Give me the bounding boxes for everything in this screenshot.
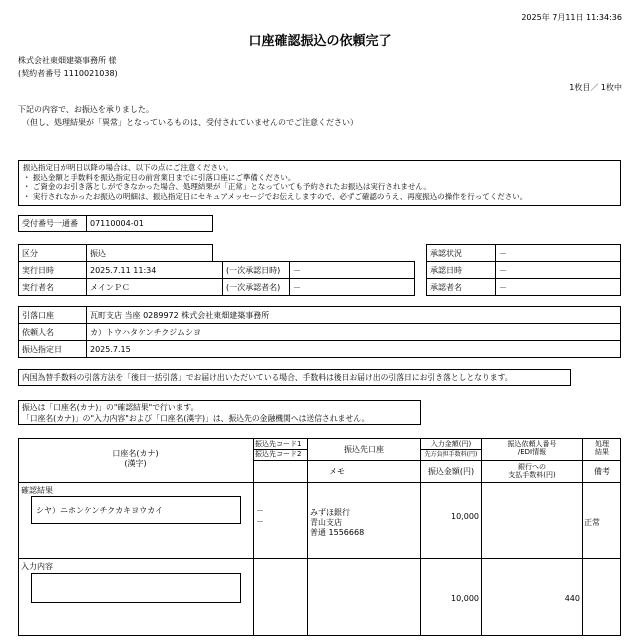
col-result-label-2: 結果 <box>595 448 609 456</box>
debit-account-label: 引落口座 <box>18 306 87 324</box>
approver-value: － <box>495 278 621 296</box>
input-name-box <box>31 573 241 603</box>
input-content-label: 入力内容 <box>21 562 53 571</box>
notice-line: ・ 振込金額と手数料を振込指定日の前営業日までに引落口座にご準備ください。 <box>23 172 296 182</box>
approval-datetime-value: － <box>495 261 621 279</box>
input-amount: 10,000 <box>451 594 479 603</box>
col-edi-label: /EDI情報 <box>517 448 547 456</box>
confirm-name-box <box>31 496 241 524</box>
confirm-account-number: 普通 1556668 <box>310 528 365 537</box>
col-account-name-header <box>18 449 253 469</box>
notice-line: 振込指定日が明日以降の場合は、以下の点にご注意ください。 <box>23 163 233 172</box>
print-datetime: 2025年 7月11日 11:34:36 <box>521 13 622 22</box>
col-remarks-header: 備考 <box>594 467 610 476</box>
approval-status-value: － <box>495 244 621 262</box>
col-memo-header: メモ <box>329 467 345 476</box>
requester-name-value: カ）トウハタケンチクジムシヨ <box>86 323 621 341</box>
col-result-header <box>583 440 621 456</box>
receipt-value: 07110004-01 <box>86 215 213 232</box>
col-input-amount-header: 入力金額(円) <box>430 440 472 448</box>
company-name: 株式会社東畑建築事務所 様 <box>18 56 117 65</box>
approver-label: 承認者名 <box>426 278 496 296</box>
col-bank-fee-label-1: 銀行への <box>518 463 546 471</box>
first-approval-datetime-value: － <box>289 261 415 279</box>
debit-account-value: 瓦町支店 当座 0289972 株式会社東畑建築事務所 <box>86 306 621 324</box>
page-counter: 1枚目／ 1枚中 <box>569 83 622 92</box>
exec-datetime-value: 2025.7.11 11:34 <box>86 261 223 279</box>
col-dest-account-header: 振込先口座 <box>344 445 384 454</box>
confirm-name-value: シヤ）ニホンケンチクカキヨウカイ <box>36 505 163 515</box>
col-bank-fee-label-2: 支払手数料(円) <box>508 471 556 479</box>
input-bank-fee: 440 <box>564 594 580 603</box>
confirm-result-label: 確認結果 <box>21 486 53 495</box>
col-code1-header: 振込先コード1 <box>255 440 302 448</box>
col-request-no-header <box>482 440 582 456</box>
col-account-name-kana: 口座名(カナ) <box>112 449 159 458</box>
check-note-line-1: 振込は「口座名(カナ)」の"確認結果"で行います。 <box>22 403 199 412</box>
exec-datetime-label: 実行日時 <box>18 261 87 279</box>
first-approver-value: － <box>289 278 415 296</box>
exec-user-label: 実行者名 <box>18 278 87 296</box>
col-amount-header: 振込金額(円) <box>427 467 475 476</box>
transfer-date-value: 2025.7.15 <box>86 340 621 358</box>
intro-line-1: 下記の内容で、お振込を承りました。 <box>18 105 154 114</box>
approval-status-label: 承認状況 <box>426 244 496 262</box>
first-approver-label: (一次承認者名) <box>222 278 290 296</box>
confirm-result-status: 正常 <box>584 518 600 527</box>
confirm-amount: 10,000 <box>451 512 479 521</box>
approval-datetime-label: 承認日時 <box>426 261 496 279</box>
notice-line: ・ ご資金のお引き落としができなかった場合、処理結果が「正常」となっていても予約されたお振込は実行されません。 <box>23 182 431 191</box>
notice-line: ・ 実行されなかったお振込の明細は、振込指定日にセキュアメッセージでお伝えしますので、必ずご確認のうえ、再度振込の操作を行ってください。 <box>23 191 528 201</box>
check-note-line-2: 「口座名(カナ)」の"入力内容"および「口座名(漢字)」は、振込先の金融機関へは送信されません。 <box>22 414 370 423</box>
confirm-code2: － <box>256 517 264 526</box>
intro-line-2: （但し、処理結果が「異常」となっているものは、受付されていませんのでご注意ください） <box>22 118 358 127</box>
confirm-branch: 青山支店 <box>310 518 342 527</box>
col-account-name-kanji: (漢字) <box>124 459 147 468</box>
page-title: 口座確認振込の依頼完了 <box>248 34 392 49</box>
receipt-label: 受付番号一通番 <box>18 215 87 232</box>
col-payee-fee-header: 先方負担手数料(円) <box>424 451 478 458</box>
col-result-label-1: 処理 <box>595 440 609 448</box>
kubun-value: 振込 <box>86 244 213 262</box>
notice-box <box>18 160 621 206</box>
fee-note-text: 内国為替手数料の引落方法を「後日一括引落」でお届け出いただいている場合、手数料は後日お届け出の引落日にお引き落としとなります。 <box>22 373 513 382</box>
transfer-date-label: 振込指定日 <box>18 340 87 358</box>
fee-note-box <box>18 369 571 386</box>
confirm-code1: － <box>256 506 264 515</box>
col-bank-fee-header <box>482 463 582 479</box>
contract-number: (契約者番号 1110021038) <box>18 69 118 78</box>
col-request-no-label: 振込依頼人番号 <box>507 440 557 448</box>
col-code2-header: 振込先コード2 <box>255 450 302 458</box>
first-approval-datetime-label: (一次承認日時) <box>222 261 290 279</box>
exec-user-value: メインＰＣ <box>86 278 223 296</box>
check-note-box <box>18 400 421 425</box>
confirm-bank: みずほ銀行 <box>310 508 350 517</box>
kubun-label: 区分 <box>18 244 87 262</box>
requester-name-label: 依頼人名 <box>18 323 87 341</box>
